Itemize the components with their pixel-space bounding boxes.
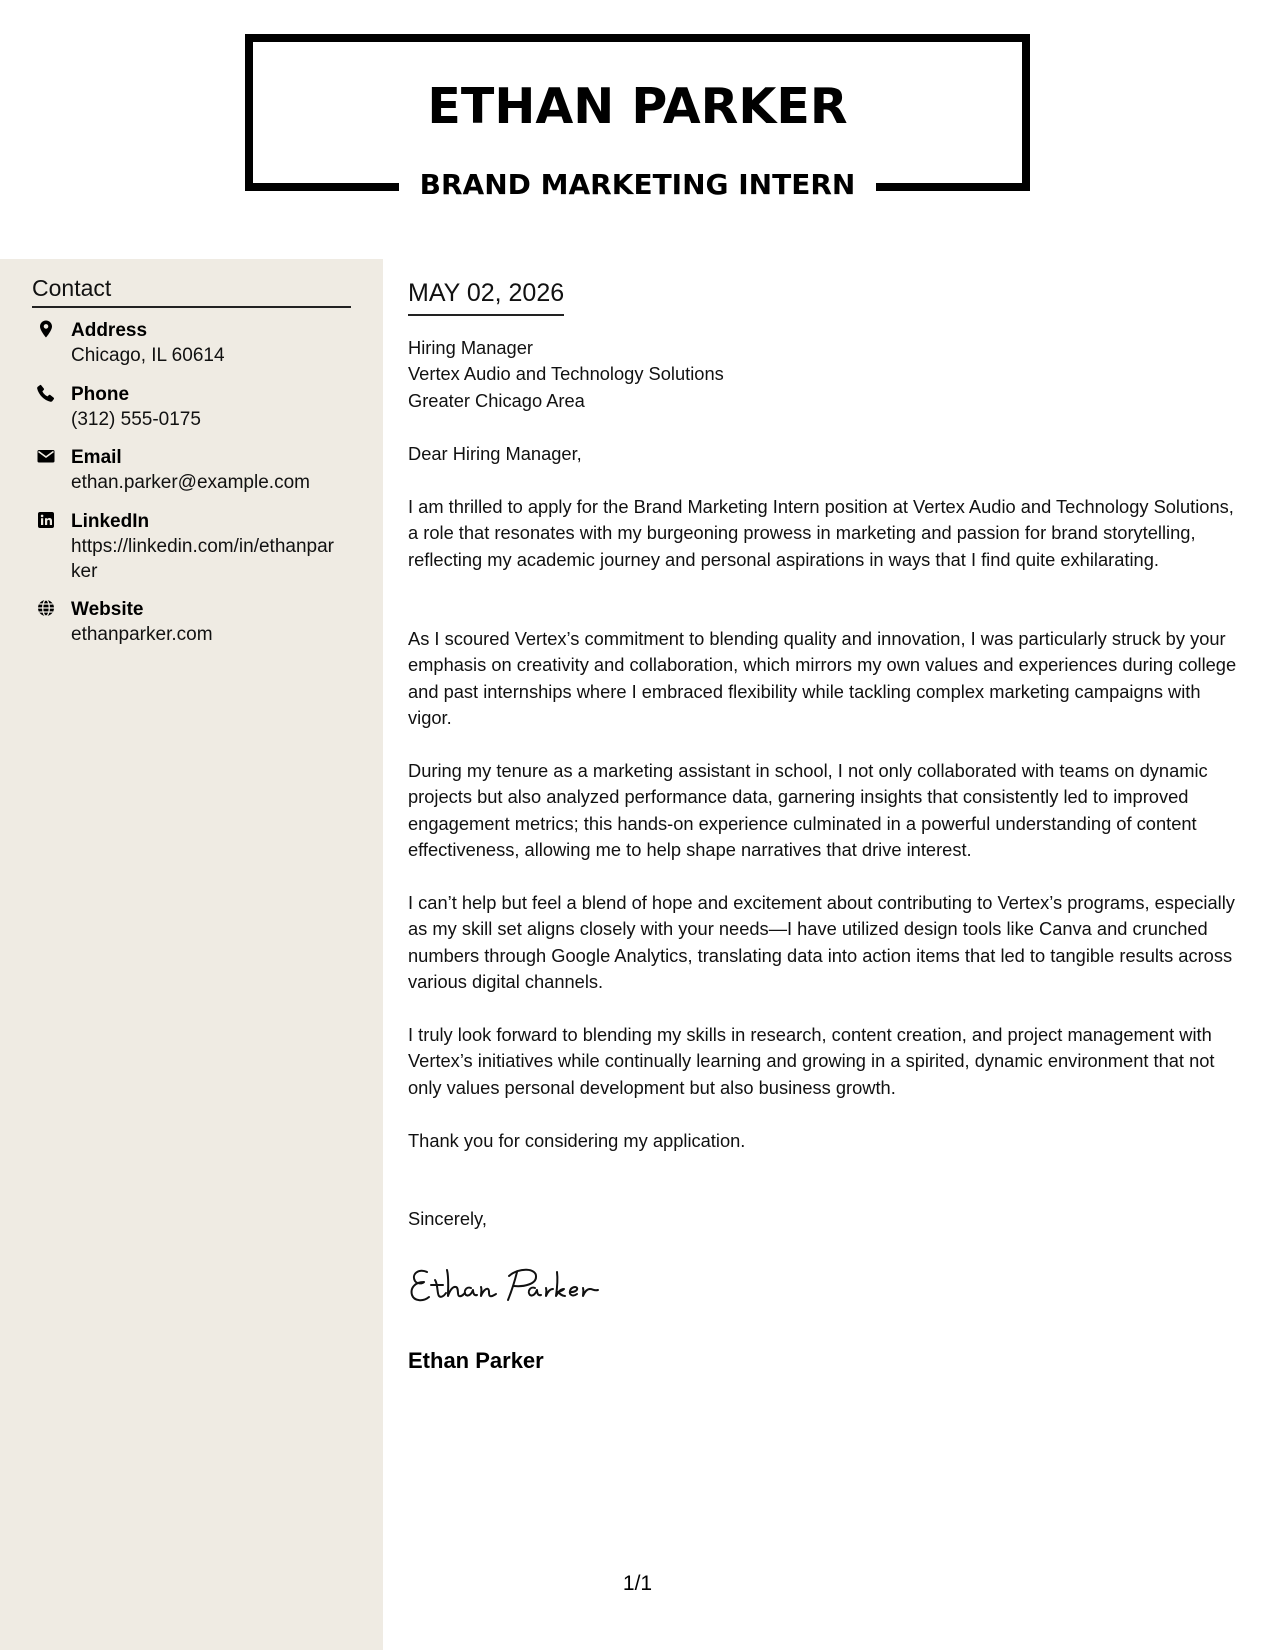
- header-frame-bottom-right: [876, 183, 1030, 191]
- recipient-line: Vertex Audio and Technology Solutions: [408, 363, 724, 385]
- map-pin-icon: [36, 319, 56, 339]
- contact-heading: Contact: [32, 273, 351, 308]
- applicant-name: ETHAN PARKER: [427, 78, 848, 135]
- contact-label: Phone: [71, 384, 130, 405]
- contact-label: Email: [71, 447, 122, 468]
- letter-paragraph: Thank you for considering my application.: [408, 1130, 746, 1151]
- signer-name: Ethan Parker: [408, 1348, 544, 1373]
- letter-paragraph: I am thrilled to apply for the Brand Marketing Intern position at Vertex Audio and Technology Solutions, a role that resonates with my burgeoning prowess in marketing and passion for brand storytelling, reflecting my academic journey and personal aspirations in ways that I find quite exhilarating.: [408, 496, 1234, 570]
- recipient-line: Hiring Manager: [408, 337, 533, 358]
- recipient-line: Greater Chicago Area: [408, 389, 585, 411]
- letter-paragraph: During my tenure as a marketing assistant in school, I not only collaborated with teams on dynamic projects but also analyzed performance data, garnering insights that consistently led to improved engagement metrics; this hands-on experience culminated in a powerful understanding of content effectiveness, allowing me to help shape narratives that drive interest.: [408, 760, 1208, 861]
- contact-label: LinkedIn: [71, 511, 150, 532]
- job-title: BRAND MARKETING INTERN: [419, 168, 856, 201]
- letter-paragraph: I can’t help but feel a blend of hope and excitement about contributing to Vertex’s programs, especially as my skill set aligns closely with your needs—I have utilized design tools like Canva and crunched numbers through Google Analytics, translating data into action items that led to tangible results across various digital channels.: [408, 892, 1235, 993]
- page-number: 1/1: [622, 1572, 653, 1595]
- linkedin-icon: [36, 510, 56, 530]
- letter-paragraph: As I scoured Vertex’s commitment to blending quality and innovation, I was particularly struck by your emphasis on creativity and collaboration, which mirrors my own values and experiences during college and past internships where I embraced flexibility while tackling complex marketing campaigns with vigor.: [408, 628, 1237, 729]
- contact-value: Chicago, IL 60614: [71, 345, 225, 366]
- envelope-icon: [36, 446, 56, 466]
- contact-label: Address: [71, 320, 148, 341]
- header-frame-bottom-left: [245, 183, 399, 191]
- contact-value: ethan.parker@example.com: [71, 472, 310, 493]
- phone-icon: [36, 383, 56, 403]
- closing: Sincerely,: [408, 1208, 487, 1229]
- contact-label: Website: [71, 599, 144, 620]
- recipient-block: [408, 335, 1248, 414]
- contact-value[interactable]: ethanparker.com: [71, 624, 213, 645]
- globe-icon: [36, 598, 56, 618]
- signature-image: [405, 1258, 645, 1308]
- letter-date: MAY 02, 2026: [408, 276, 564, 316]
- salutation: Dear Hiring Manager,: [408, 443, 582, 464]
- contact-sidebar: [0, 259, 383, 1650]
- contact-value[interactable]: https://linkedin.com/in/ethanparker: [71, 536, 334, 582]
- contact-value: (312) 555-0175: [71, 409, 201, 430]
- letter-paragraph: I truly look forward to blending my skills in research, content creation, and project management with Vertex’s initiatives while continually learning and growing in a spirited, dynamic environment that not only values personal development but also business growth.: [408, 1024, 1215, 1098]
